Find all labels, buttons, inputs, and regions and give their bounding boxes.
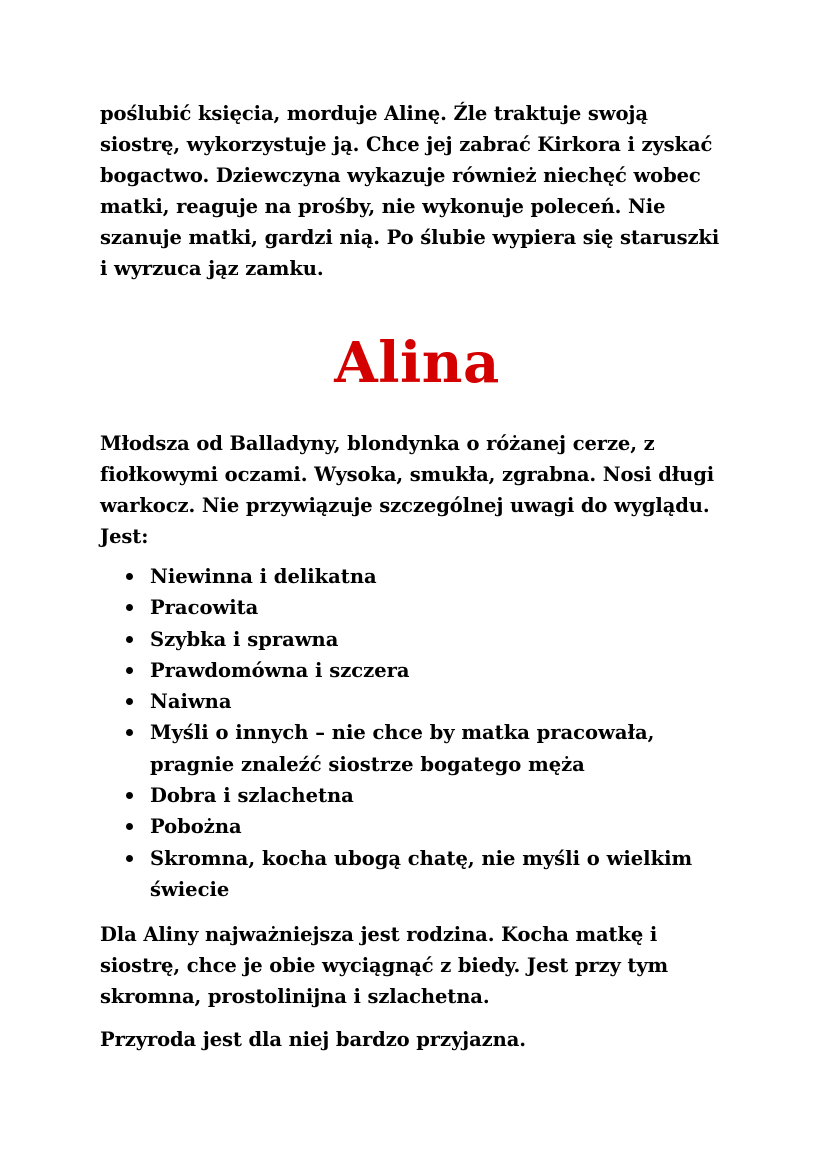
list-item: Pobożna: [100, 811, 730, 842]
list-item: Dobra i szlachetna: [100, 780, 730, 811]
list-item: Szybka i sprawna: [100, 624, 730, 655]
list-item: Niewinna i delikatna: [100, 561, 730, 592]
traits-list: [100, 561, 730, 905]
document-page: [100, 98, 730, 1055]
description-paragraph: Młodsza od Balladyny, blondynka o różanej cerze, z fiołkowymi oczami. Wysoka, smukła, zgrabna. Nosi długi warkocz. Nie przywiązuje szczególnej uwagi do wyglądu. Jest:: [100, 432, 715, 548]
list-item: Prawdomówna i szczera: [100, 655, 730, 686]
nature-paragraph: Przyroda jest dla niej bardzo przyjazna.: [100, 1028, 526, 1052]
section-heading: Alina: [334, 330, 500, 396]
list-item: Pracowita: [100, 592, 730, 623]
intro-paragraph: poślubić księcia, morduje Alinę. Źle traktuje swoją siostrę, wykorzystuje ją. Chce jej zabrać Kirkora i zyskać bogactwo. Dziewczyna wykazuje również niechęć wobec matki, reaguje na prośby, nie wykonuje poleceń. Nie szanuje matki, gardzi nią. Po ślubie wypiera się staruszki i wyrzuca jąz zamku.: [100, 102, 720, 280]
summary-paragraph: Dla Aliny najważniejsza jest rodzina. Kocha matkę i siostrę, chce je obie wyciągnąć z biedy. Jest przy tym skromna, prostolinijna i szlachetna.: [100, 923, 669, 1009]
list-item: Myśli o innych – nie chce by matka pracowała, pragnie znaleźć siostrze bogatego męża: [100, 717, 730, 780]
list-item: Skromna, kocha ubogą chatę, nie myśli o wielkim świecie: [100, 843, 730, 906]
list-item: Naiwna: [100, 686, 730, 717]
